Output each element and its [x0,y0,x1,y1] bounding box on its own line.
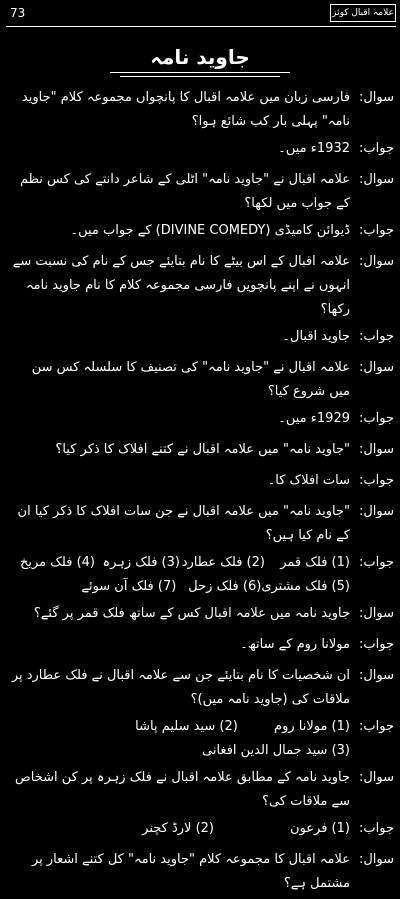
question-text: ان شخصیات کا نام بتایئے جن سے علامہ اقبال نے فلک عطارد پر ملاقات کی (جاوید نامہ میں)؟ [11,668,350,707]
answer-text: مولانا روم کے ساتھ۔ [240,637,350,652]
book-title-badge: علامہ اقبال کوئز [330,4,396,22]
qa-list [6,86,394,899]
answer-option: (4) فلک مریخ [20,555,95,570]
question-text: علامہ اقبال کا مجموعہ کلام "جاوید نامہ" کل کتنے اشعار پر مشتمل ہے؟ [31,852,350,891]
answer-label: جواب: [359,141,394,156]
answer-option: (6) فلک زحل [188,579,262,594]
answer-label: جواب: [359,637,394,652]
answer-option: (1) فلک قمر [280,555,350,570]
question-row [6,86,394,134]
question-text: جاوید نامہ کے مطابق علامہ اقبال نے فلک زہرہ پر کن اشخاص سے ملاقات کی؟ [15,770,350,809]
answer-label: جواب: [359,223,394,238]
question-text: "جاوید نامہ" میں علامہ اقبال نے جن سات افلاک کا ذکر کیا ان کے نام کیا ہیں؟ [17,504,350,543]
answer-label: جواب: [359,411,394,426]
question-row [6,766,394,814]
answer-option: (2) فلک عطارد [181,555,265,570]
question-label: سوال: [358,770,394,785]
answer-row [6,137,394,165]
answer-row [6,817,394,845]
options-grid [10,817,350,841]
answer-label: جواب: [359,719,394,734]
title-underline [120,76,280,77]
question-row [6,664,394,712]
answer-label: جواب: [359,329,394,344]
answer-row [6,469,394,497]
answer-options [6,715,350,763]
question-label: سوال: [358,172,394,187]
question-label: سوال: [358,606,394,621]
question-row [6,168,394,216]
answer-option: (2) سید سلیم پاشا [135,719,238,734]
page-number: 73 [10,6,26,20]
question-label: سوال: [358,668,394,683]
answer-option: (2) لارڈ کچنر [142,821,214,836]
answer-label: جواب: [359,821,394,836]
question-text: "جاوید نامہ" میں علامہ اقبال نے کتنے افلاک کا ذکر کیا؟ [55,442,350,457]
question-row [6,438,394,466]
question-row [6,602,394,630]
answer-text: 1932ء میں۔ [278,141,350,156]
answer-text: سات افلاک کا۔ [267,473,350,488]
answer-options [6,817,350,841]
question-text: فارسی زبان میں علامہ اقبال کا پانچواں مجموعہ کلام "جاوید نامہ" پہلی بار کب شائع ہوا؟ [21,90,350,129]
question-row [6,848,394,896]
answer-row [6,407,394,435]
answer-label: جواب: [359,555,394,570]
answer-row [6,551,394,599]
options-grid [10,715,350,763]
answer-option: (5) فلک مشتری [261,579,350,594]
answer-option: (1) مولانا روم [274,719,350,734]
answer-row [6,325,394,353]
question-text: علامہ اقبال کے اس بیٹے کا نام بتایئے جس کے نام کی نسبت سے انہوں نے اپنے پانچویں فارسی مجموعہ کلام کا نام جاوید نامہ رکھا؟ [12,254,350,317]
question-text: علامہ اقبال نے "جاوید نامہ" کی تصنیف کا سلسلہ کس سن میں شروع کیا؟ [31,360,350,399]
question-label: سوال: [358,852,394,867]
question-label: سوال: [358,442,394,457]
answer-label: جواب: [359,473,394,488]
answer-row [6,219,394,247]
question-label: سوال: [358,504,394,519]
question-row [6,500,394,548]
chapter-title-box [110,42,290,73]
answer-text: 1929ء میں۔ [278,411,350,426]
question-text: علامہ اقبال نے "جاوید نامہ" اٹلی کے شاعر دانتے کی کس نظم کے جواب میں لکھا؟ [19,172,350,211]
answer-row [6,633,394,661]
answer-text: جاوید اقبال۔ [282,329,350,344]
options-grid [10,551,350,599]
question-label: سوال: [358,90,394,105]
header-divider [6,26,396,27]
question-label: سوال: [358,360,394,375]
answer-text: ڈیوائن کامیڈی (DIVINE COMEDY) کے جواب میں۔ [70,223,350,238]
question-text: جاوید نامہ میں علامہ اقبال کس کے ساتھ فلک قمر پر گئے؟ [33,606,350,621]
question-label: سوال: [358,254,394,269]
question-row [6,250,394,322]
answer-option: (3) فلک زہرہ [102,555,180,570]
question-row [6,356,394,404]
chapter-title: جاوید نامہ [150,45,250,69]
answer-option: (1) فرعون [290,821,350,836]
answer-option: (3) سید جمال الدین افغانی [202,743,350,758]
answer-options [6,551,350,599]
answer-row [6,715,394,763]
answer-option: (7) فلک آن سوئے [81,579,177,594]
page-header [6,2,396,30]
